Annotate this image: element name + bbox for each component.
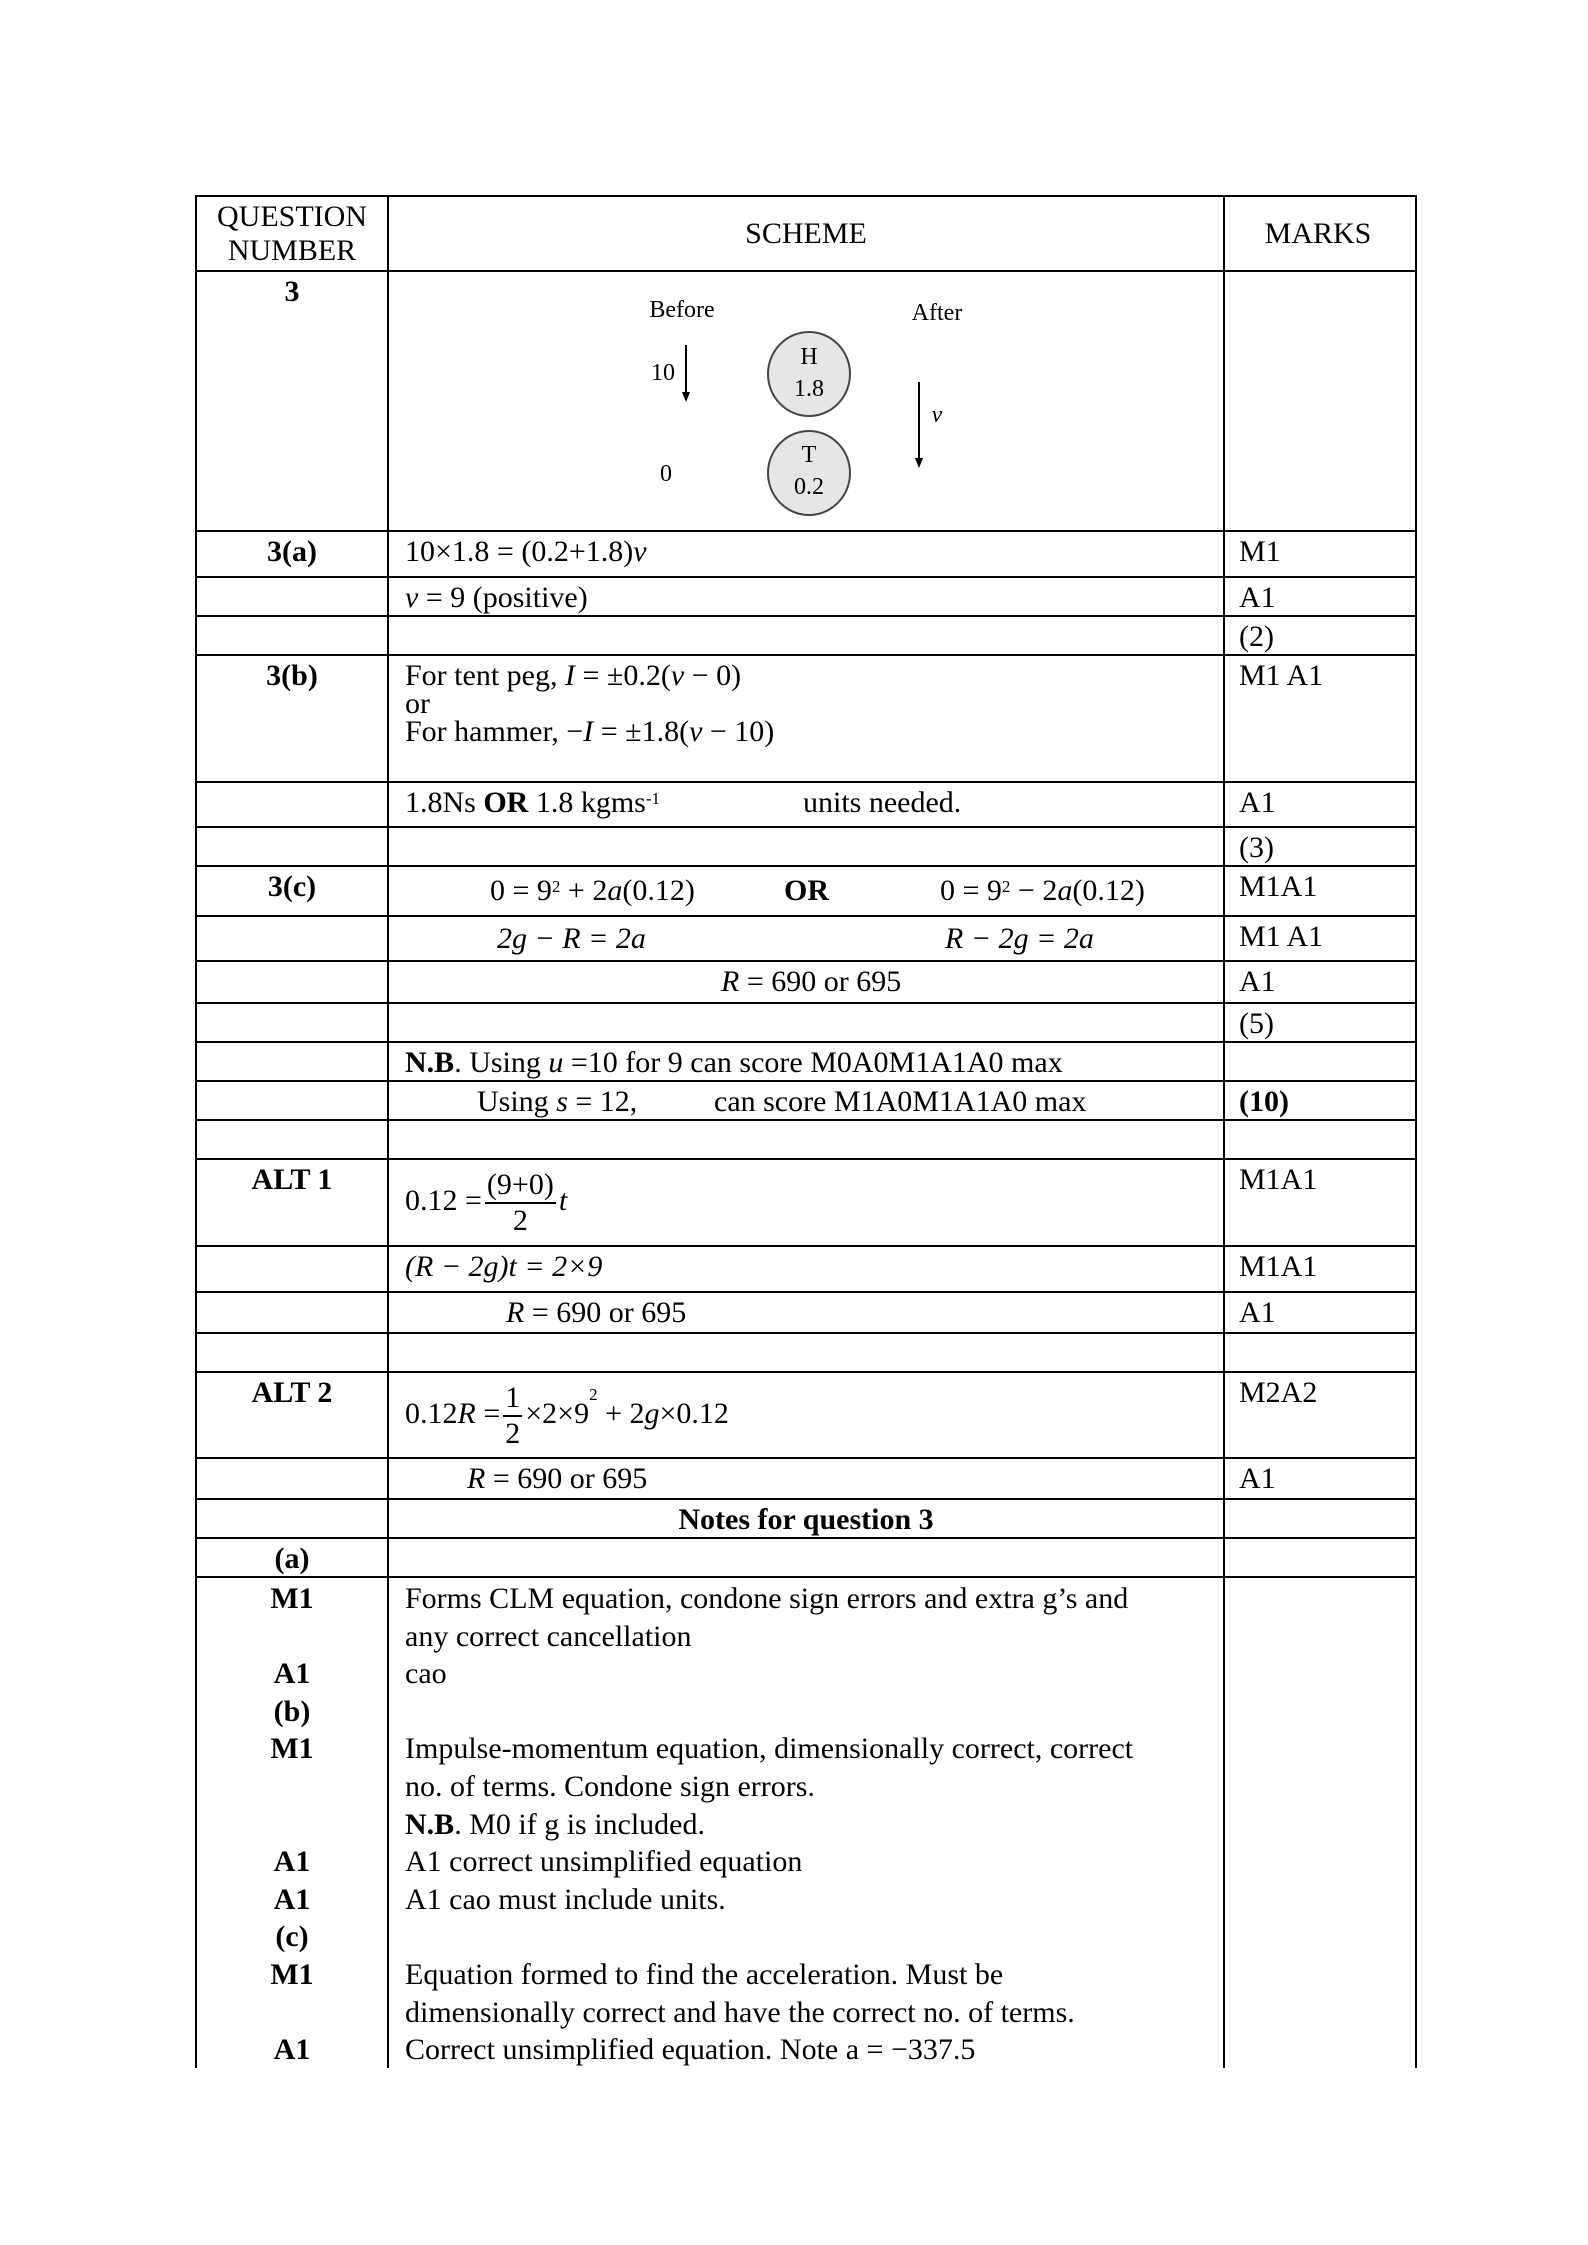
part-label: 3(c) xyxy=(197,867,389,915)
scheme-cell xyxy=(389,1160,1225,1245)
note-mark-code: M1 xyxy=(270,1957,314,1991)
variable: a xyxy=(1057,874,1073,907)
scheme-cell xyxy=(389,532,1225,576)
subtotal: (2) xyxy=(1239,620,1274,653)
diagram-row xyxy=(197,272,1415,532)
note-mark-code: A1 xyxy=(273,2033,311,2067)
note-row xyxy=(197,1082,1415,1121)
note-mark-code: A1 xyxy=(273,1657,311,1691)
mark: A1 xyxy=(1239,1296,1276,1329)
alt-label: ALT 1 xyxy=(197,1160,389,1245)
scheme-cell xyxy=(389,917,1225,960)
nb-label: N.B xyxy=(405,1046,455,1079)
equation: 2g − R = 2a xyxy=(497,922,646,955)
text: For hammer, − xyxy=(405,715,584,748)
variable: I xyxy=(583,715,594,748)
or-text: OR xyxy=(483,786,529,819)
note-mark-code: A1 xyxy=(273,1845,311,1879)
hammer-label: H xyxy=(800,344,818,370)
note-line xyxy=(405,1693,1223,1731)
scheme-cell xyxy=(389,867,1225,915)
note-line: any correct cancellation xyxy=(405,1619,692,1653)
scheme-row xyxy=(197,532,1415,578)
notes-mark-codes xyxy=(197,1578,389,2068)
hammer-mass: 1.8 xyxy=(794,376,824,402)
mark: M1 xyxy=(1239,535,1281,568)
variable: u xyxy=(548,1046,564,1079)
scheme-row xyxy=(197,917,1415,962)
header-row xyxy=(197,197,1415,272)
equation-line xyxy=(405,715,1223,748)
variable: I xyxy=(564,659,575,692)
scheme-row xyxy=(197,656,1415,783)
scheme-header: SCHEME xyxy=(389,197,1225,270)
part-label: (a) xyxy=(197,1539,389,1576)
mark: A1 xyxy=(1239,786,1276,819)
numerator: 1 xyxy=(503,1381,522,1417)
text: 0 = 9 xyxy=(940,874,1002,907)
collision-diagram xyxy=(389,272,1225,530)
text: can score M1A0M1A1A0 max xyxy=(714,1085,1087,1118)
text: 0.12 xyxy=(405,1396,458,1430)
note-line: no. of terms. Condone sign errors. xyxy=(405,1769,815,1803)
mark: M1 A1 xyxy=(1239,659,1324,692)
note-mark-code: A1 xyxy=(273,1882,311,1916)
notes-title-row xyxy=(197,1500,1415,1539)
scheme-cell xyxy=(389,1293,1225,1332)
scheme-cell xyxy=(389,1082,1225,1119)
equation xyxy=(721,964,901,1000)
or-text: or xyxy=(405,687,430,720)
text: = 690 or 695 xyxy=(739,965,902,998)
variable: v xyxy=(633,535,647,568)
scheme-cell xyxy=(389,1043,1225,1080)
mark: M1A1 xyxy=(1239,1250,1318,1283)
fraction xyxy=(485,1168,556,1238)
text: + 2 xyxy=(597,1396,645,1430)
text: (0.12) xyxy=(622,874,695,907)
variable: v xyxy=(405,581,419,614)
text: 0.12 = xyxy=(405,1183,482,1217)
superscript: 2 xyxy=(551,877,561,896)
note-line: cao xyxy=(405,1657,447,1691)
scheme-cell xyxy=(389,1373,1225,1457)
mark: M1 A1 xyxy=(1239,920,1324,953)
note-line: A1 cao must include units. xyxy=(405,1882,726,1916)
hammer-velocity-arrow xyxy=(682,345,690,402)
text: . M0 if g is included. xyxy=(454,1807,705,1841)
after-velocity-arrow xyxy=(915,382,923,468)
peg-speed-label: 0 xyxy=(660,461,672,487)
variable: s xyxy=(556,1085,568,1118)
equation-line xyxy=(405,659,1223,692)
mark-scheme-table xyxy=(195,195,1417,2068)
note-line xyxy=(405,1918,1223,1956)
subtotal-row xyxy=(197,617,1415,656)
text: ×0.12 xyxy=(659,1396,729,1430)
text: 0 = 9 xyxy=(490,874,552,907)
mark: A1 xyxy=(1239,581,1276,614)
note-mark-code xyxy=(197,1768,387,1806)
variable: v xyxy=(670,659,685,692)
numerator: (9+0) xyxy=(485,1168,556,1204)
note-mark-code xyxy=(197,1994,387,2032)
text: − 10) xyxy=(702,715,775,748)
note-mark-code: M1 xyxy=(270,1732,314,1766)
subtotal-row xyxy=(197,1004,1415,1043)
note-line: Impulse-momentum equation, dimensionally correct, correct xyxy=(405,1732,1134,1766)
scheme-row xyxy=(197,1247,1415,1293)
superscript: 2 xyxy=(589,1385,598,1404)
scheme-row xyxy=(197,578,1415,617)
note-line xyxy=(405,1806,1223,1844)
note: units needed. xyxy=(803,786,962,819)
scheme-row xyxy=(197,1459,1415,1500)
question-number-header xyxy=(197,197,389,270)
equation: (R − 2g)t = 2×9 xyxy=(405,1250,603,1283)
note-row xyxy=(197,1043,1415,1082)
part-label: 3(b) xyxy=(197,656,389,781)
superscript: -1 xyxy=(645,789,661,808)
variable: v xyxy=(689,715,703,748)
scheme-cell xyxy=(389,656,1225,781)
variable: R xyxy=(721,965,740,998)
question-header-line2: NUMBER xyxy=(227,233,357,267)
fraction xyxy=(503,1381,522,1451)
text: = 12, xyxy=(567,1085,638,1118)
subtotal-row xyxy=(197,828,1415,867)
equation: R − 2g = 2a xyxy=(945,922,1094,955)
subtotal: (3) xyxy=(1239,831,1274,864)
part-label: 3(a) xyxy=(197,532,389,576)
blank-row xyxy=(197,1334,1415,1373)
scheme-row xyxy=(197,867,1415,917)
note-mark-code xyxy=(197,1806,387,1844)
before-label: Before xyxy=(649,297,715,323)
note-mark-code: (c) xyxy=(275,1920,309,1954)
equation xyxy=(490,873,695,909)
scheme-cell xyxy=(389,1459,1225,1498)
hammer-speed-label: 10 xyxy=(651,360,675,386)
notes-text xyxy=(389,1578,1225,2068)
alt1-row xyxy=(197,1160,1415,1247)
mark: A1 xyxy=(1239,965,1276,998)
after-label: After xyxy=(911,300,963,326)
text: = ±1.8( xyxy=(593,715,690,748)
after-velocity-label: v xyxy=(931,402,943,428)
or-text: OR xyxy=(784,874,829,907)
variable: g xyxy=(644,1396,660,1430)
note-mark-code: (b) xyxy=(273,1694,311,1728)
scheme-cell xyxy=(389,578,1225,615)
notes-a-row xyxy=(197,1539,1415,1578)
text: ×2×9 xyxy=(525,1396,590,1430)
note-mark-code xyxy=(197,1618,387,1656)
variable: a xyxy=(607,874,623,907)
alt-label: ALT 2 xyxy=(197,1373,389,1457)
note-line: A1 correct unsimplified equation xyxy=(405,1845,803,1879)
subtotal: (5) xyxy=(1239,1007,1274,1040)
variable: t xyxy=(558,1183,568,1217)
text: = xyxy=(475,1396,501,1430)
variable: R xyxy=(467,1462,486,1495)
note-mark-code: M1 xyxy=(270,1582,314,1615)
peg-label: T xyxy=(801,442,817,468)
scheme-cell xyxy=(389,783,1225,826)
blank-row xyxy=(197,1121,1415,1160)
scheme-cell xyxy=(389,1247,1225,1291)
note-line: Equation formed to find the acceleration. Must be xyxy=(405,1957,1004,1991)
answer: 1.8Ns xyxy=(405,786,484,819)
text: Using xyxy=(477,1085,557,1118)
peg-mass: 0.2 xyxy=(794,474,824,500)
text: = 690 or 695 xyxy=(524,1296,687,1329)
question-header-line1: QUESTION xyxy=(217,199,367,233)
nb-label: N.B xyxy=(405,1807,455,1841)
text: (0.12) xyxy=(1072,874,1145,907)
scheme-row xyxy=(197,783,1415,828)
text: = 690 or 695 xyxy=(485,1462,648,1495)
question-label: 3 xyxy=(197,272,389,530)
scheme-row xyxy=(197,962,1415,1004)
notes-title: Notes for question 3 xyxy=(389,1500,1225,1537)
note-line: Forms CLM equation, condone sign errors and extra g’s and xyxy=(405,1582,1129,1615)
alt2-row xyxy=(197,1373,1415,1459)
text xyxy=(477,1084,637,1120)
text: = ±0.2( xyxy=(574,659,671,692)
equation xyxy=(940,873,1145,909)
answer: 1.8 kgms xyxy=(528,786,646,819)
text: . Using xyxy=(454,1046,549,1079)
mark: M2A2 xyxy=(1239,1376,1318,1409)
superscript: 2 xyxy=(1001,877,1011,896)
note-line: dimensionally correct and have the correct no. of terms. xyxy=(405,1995,1075,2029)
equation xyxy=(467,1461,647,1497)
equation: 10×1.8 = (0.2+1.8) xyxy=(405,535,634,568)
note-line: Correct unsimplified equation. Note a = −337.5 xyxy=(405,2033,976,2067)
equation xyxy=(506,1295,686,1331)
text: − 0) xyxy=(684,659,742,692)
grand-total: (10) xyxy=(1239,1085,1289,1118)
text: − 2 xyxy=(1010,874,1058,907)
variable: R xyxy=(506,1296,525,1329)
mark: M1A1 xyxy=(1239,1163,1318,1196)
mark: A1 xyxy=(1239,1462,1276,1495)
text: + 2 xyxy=(560,874,608,907)
marks-header: MARKS xyxy=(1264,216,1372,250)
variable: R xyxy=(457,1396,476,1430)
denominator: 2 xyxy=(505,1417,521,1450)
scheme-row xyxy=(197,1293,1415,1334)
notes-body-row xyxy=(197,1578,1415,2068)
scheme-cell xyxy=(389,962,1225,1002)
text: For tent peg, xyxy=(405,659,565,692)
equation: = 9 (positive) xyxy=(418,581,588,614)
text: =10 for 9 can score M0A0M1A1A0 max xyxy=(563,1046,1063,1079)
mark: M1A1 xyxy=(1239,870,1318,903)
denominator: 2 xyxy=(512,1204,528,1237)
